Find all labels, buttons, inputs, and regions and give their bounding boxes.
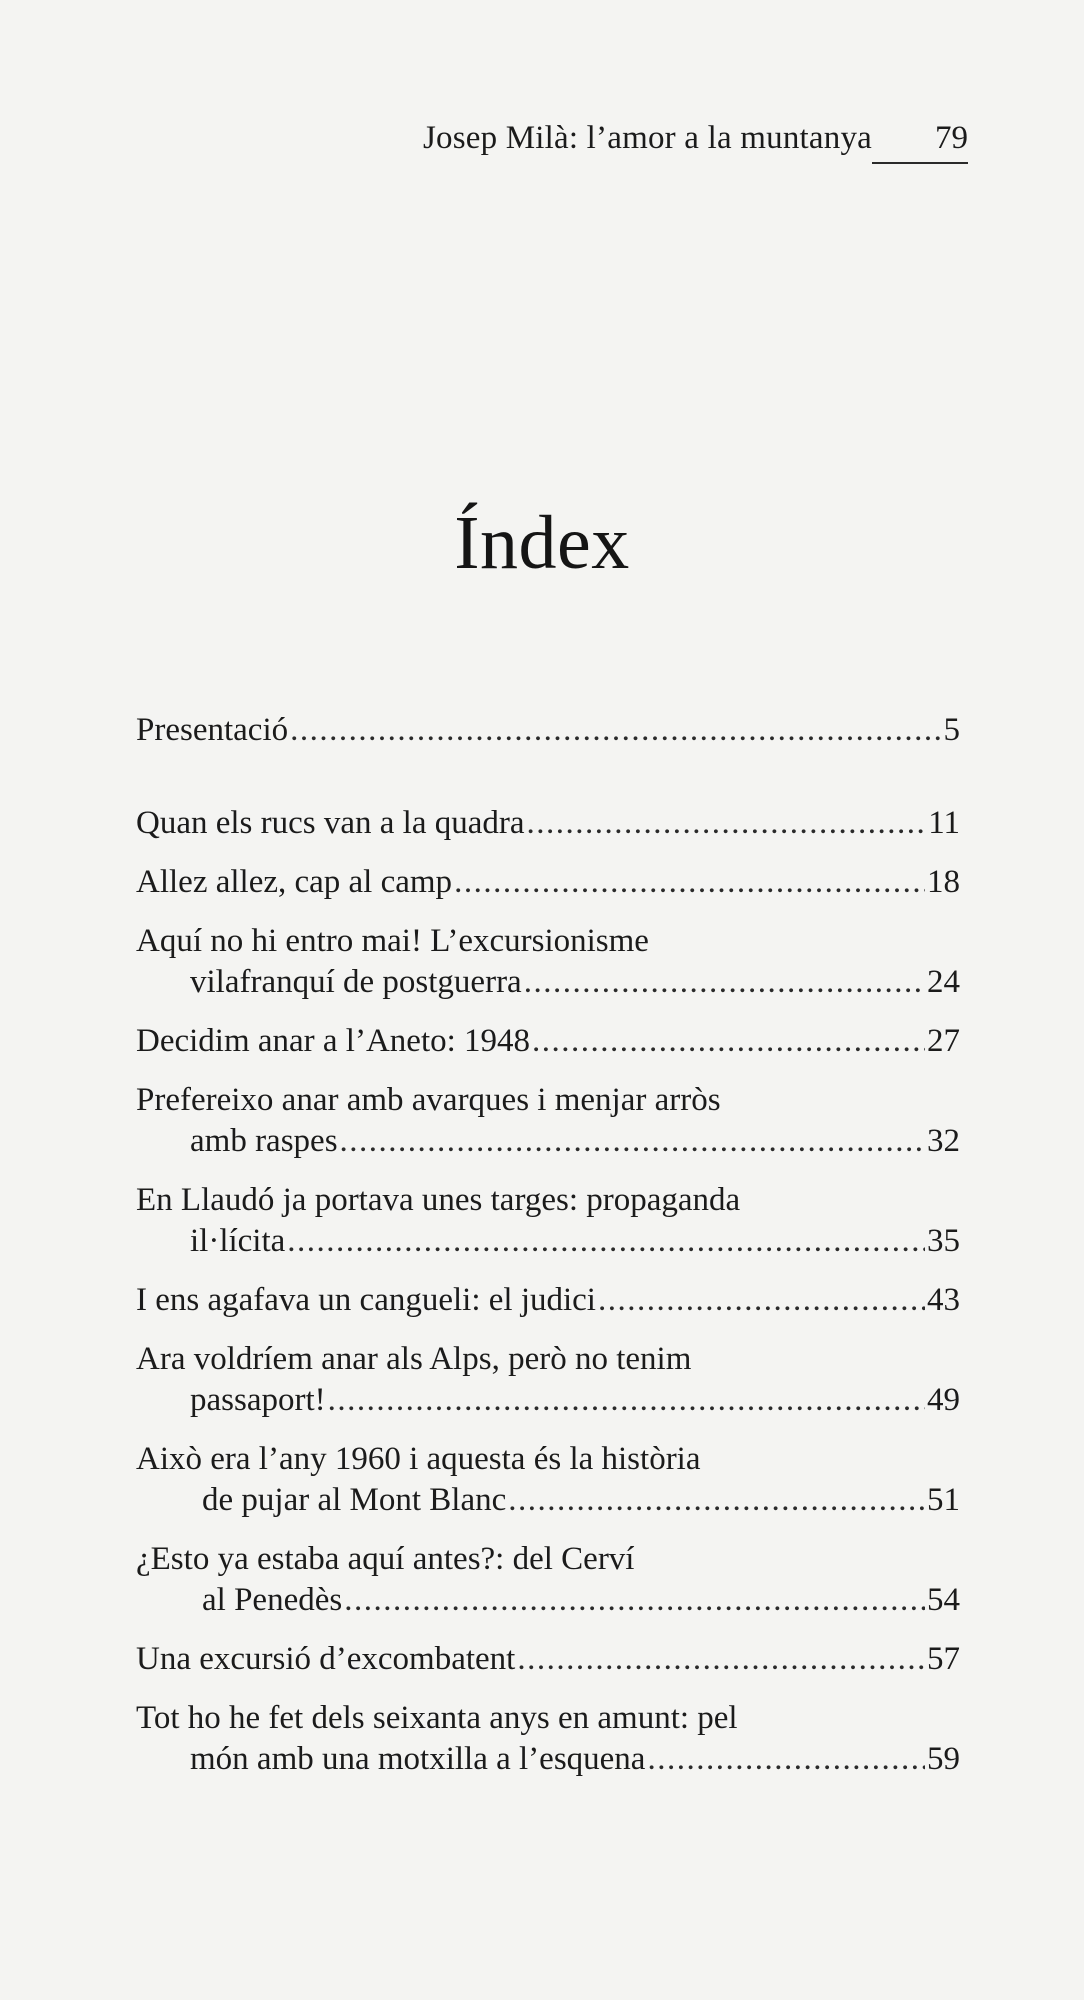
toc-entry <box>136 710 960 751</box>
toc-entry-page: 24 <box>927 964 960 1000</box>
running-header <box>136 116 968 166</box>
toc-entry-title-line1: Això era l’any 1960 i aquesta és la història <box>136 1441 701 1477</box>
toc-entry-title: Allez allez, cap al camp <box>136 864 453 900</box>
toc-entry-page: 54 <box>927 1582 960 1618</box>
toc-entry-title: Presentació <box>136 712 289 748</box>
toc-entry <box>136 803 960 844</box>
dot-leader <box>508 1480 925 1521</box>
dot-leader <box>598 1280 925 1321</box>
toc-entry <box>136 1080 960 1162</box>
toc-entry-title-line1: Aquí no hi entro mai! L’excursionisme <box>136 923 649 959</box>
running-title: Josep Milà: l’amor a la muntanya <box>422 120 872 156</box>
toc-entry-title: I ens agafava un cangueli: el judici <box>136 1282 596 1318</box>
toc-entry-page: 59 <box>927 1741 960 1777</box>
toc-entry <box>136 1280 960 1321</box>
toc-entry-title-line1: Tot ho he fet dels seixanta anys en amunt: pel <box>136 1700 738 1736</box>
dot-leader <box>328 1380 925 1421</box>
toc-entry <box>136 1180 960 1262</box>
toc-entry <box>136 1639 960 1680</box>
toc-entry-page: 35 <box>927 1223 960 1259</box>
toc-entry <box>136 1698 960 1780</box>
toc-entry-page: 32 <box>927 1123 960 1159</box>
dot-leader <box>344 1580 925 1621</box>
toc-entry <box>136 1021 960 1062</box>
toc-entry-title-line2: de pujar al Mont Blanc <box>202 1482 507 1518</box>
dot-leader <box>340 1121 925 1162</box>
toc-entry-title-line2: amb raspes <box>190 1123 338 1159</box>
toc-entry-title-line1: ¿Esto ya estaba aquí antes?: del Cerví <box>136 1541 635 1577</box>
dot-leader <box>524 962 925 1003</box>
toc-entry-title-line2: il·lícita <box>190 1223 286 1259</box>
toc-entry <box>136 1339 960 1421</box>
toc-entry-title-line2: món amb una motxilla a l’esquena <box>190 1741 646 1777</box>
toc-entry <box>136 1539 960 1621</box>
toc-entry-title-line2: al Penedès <box>202 1582 343 1618</box>
toc-entry <box>136 862 960 903</box>
toc-entry <box>136 1439 960 1521</box>
page-title: Índex <box>454 501 630 585</box>
table-of-contents <box>136 710 960 1798</box>
toc-entry-title-line1: Prefereixo anar amb avarques i menjar arròs <box>136 1082 721 1118</box>
toc-entry <box>136 921 960 1003</box>
dot-leader <box>647 1739 925 1780</box>
toc-entry-page: 51 <box>927 1482 960 1518</box>
toc-entry-title: Decidim anar a l’Aneto: 1948 <box>136 1023 531 1059</box>
toc-entry-page: 5 <box>943 712 960 748</box>
dot-leader <box>287 1221 925 1262</box>
toc-entry-page: 18 <box>927 864 960 900</box>
page-number: 79 <box>935 120 968 156</box>
toc-entry-title-line1: Ara voldríem anar als Alps, però no tenim <box>136 1341 692 1377</box>
header-rule <box>872 162 968 164</box>
toc-entry-page: 43 <box>927 1282 960 1318</box>
toc-entry-title-line1: En Llaudó ja portava unes targes: propaganda <box>136 1182 741 1218</box>
dot-leader <box>454 862 925 903</box>
dot-leader <box>517 1639 925 1680</box>
dot-leader <box>290 710 941 751</box>
dot-leader <box>527 803 927 844</box>
toc-entry-page: 49 <box>927 1382 960 1418</box>
toc-entry-title: Una excursió d’excombatent <box>136 1641 516 1677</box>
toc-entry-title: Quan els rucs van a la quadra <box>136 805 525 841</box>
toc-entry-page: 57 <box>927 1641 960 1677</box>
toc-entry-title-line2: passaport! <box>190 1382 326 1418</box>
toc-entry-page: 11 <box>928 805 960 841</box>
dot-leader <box>532 1021 925 1062</box>
toc-entry-page: 27 <box>927 1023 960 1059</box>
toc-entry-title-line2: vilafranquí de postguerra <box>190 964 522 1000</box>
